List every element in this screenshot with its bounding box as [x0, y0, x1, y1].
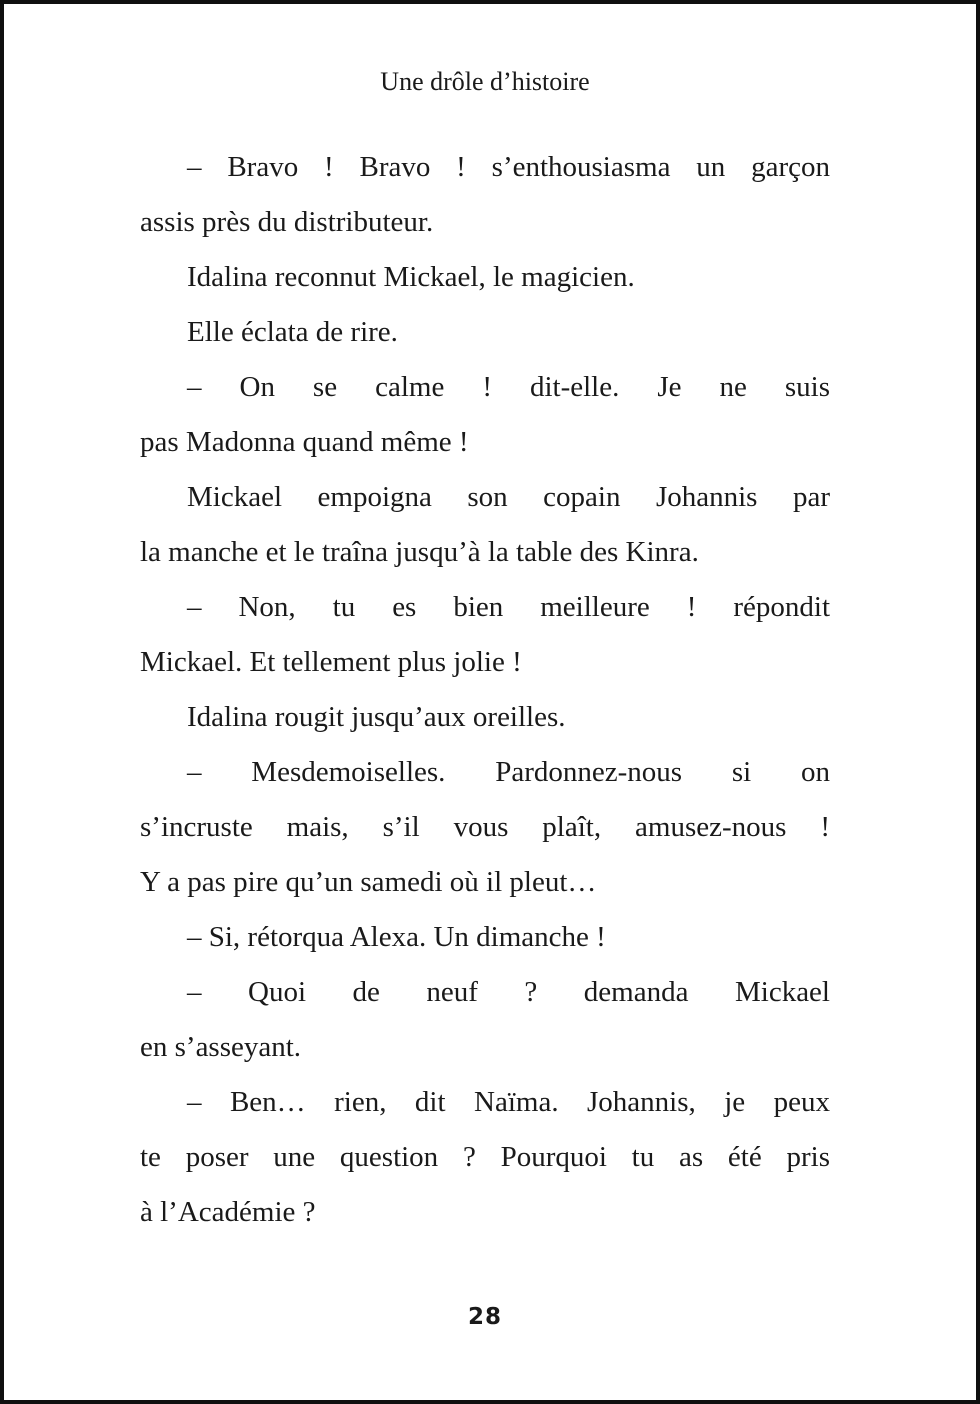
paragraph	[140, 305, 830, 360]
text-line: Y a pas pire qu’un samedi où il pleut…	[140, 866, 597, 898]
paragraph	[140, 140, 830, 250]
text-line: – Quoi de neuf ? demanda Mickael	[187, 976, 830, 1008]
text-line: Idalina reconnut Mickael, le magicien.	[187, 261, 635, 293]
paragraph	[140, 580, 830, 690]
body-text	[140, 140, 830, 1240]
paragraph	[140, 1075, 830, 1240]
running-title: Une drôle d’histoire	[380, 67, 590, 96]
paragraph	[140, 745, 830, 910]
text-line: Elle éclata de rire.	[187, 316, 398, 348]
text-line: Idalina rougit jusqu’aux oreilles.	[187, 701, 566, 733]
text-line: à l’Académie ?	[140, 1196, 316, 1228]
paragraph	[140, 360, 830, 470]
text-line: Mickael empoigna son copain Johannis par	[187, 481, 830, 513]
text-line: – Ben… rien, dit Naïma. Johannis, je peux	[187, 1086, 830, 1118]
text-line: – On se calme ! dit-elle. Je ne suis	[187, 371, 830, 403]
page-number: 28	[467, 1304, 502, 1330]
text-line: – Mesdemoiselles. Pardonnez-nous si on	[187, 756, 830, 788]
text-line: la manche et le traîna jusqu’à la table des Kinra.	[140, 536, 699, 568]
paragraph	[140, 250, 830, 305]
paragraph	[140, 910, 830, 965]
text-line: Mickael. Et tellement plus jolie !	[140, 646, 522, 678]
text-line: en s’asseyant.	[140, 1031, 302, 1063]
paragraph	[140, 470, 830, 580]
paragraph	[140, 965, 830, 1075]
text-line: assis près du distributeur.	[140, 206, 434, 238]
text-line: – Bravo ! Bravo ! s’enthousiasma un garçon	[187, 151, 830, 183]
text-line: – Si, rétorqua Alexa. Un dimanche !	[187, 921, 606, 953]
text-line: s’incruste mais, s’il vous plaît, amusez-nous !	[140, 811, 830, 843]
text-line: pas Madonna quand même !	[140, 426, 469, 458]
text-line: – Non, tu es bien meilleure ! répondit	[187, 591, 830, 623]
paragraph	[140, 690, 830, 745]
text-line: te poser une question ? Pourquoi tu as été pris	[140, 1141, 830, 1173]
